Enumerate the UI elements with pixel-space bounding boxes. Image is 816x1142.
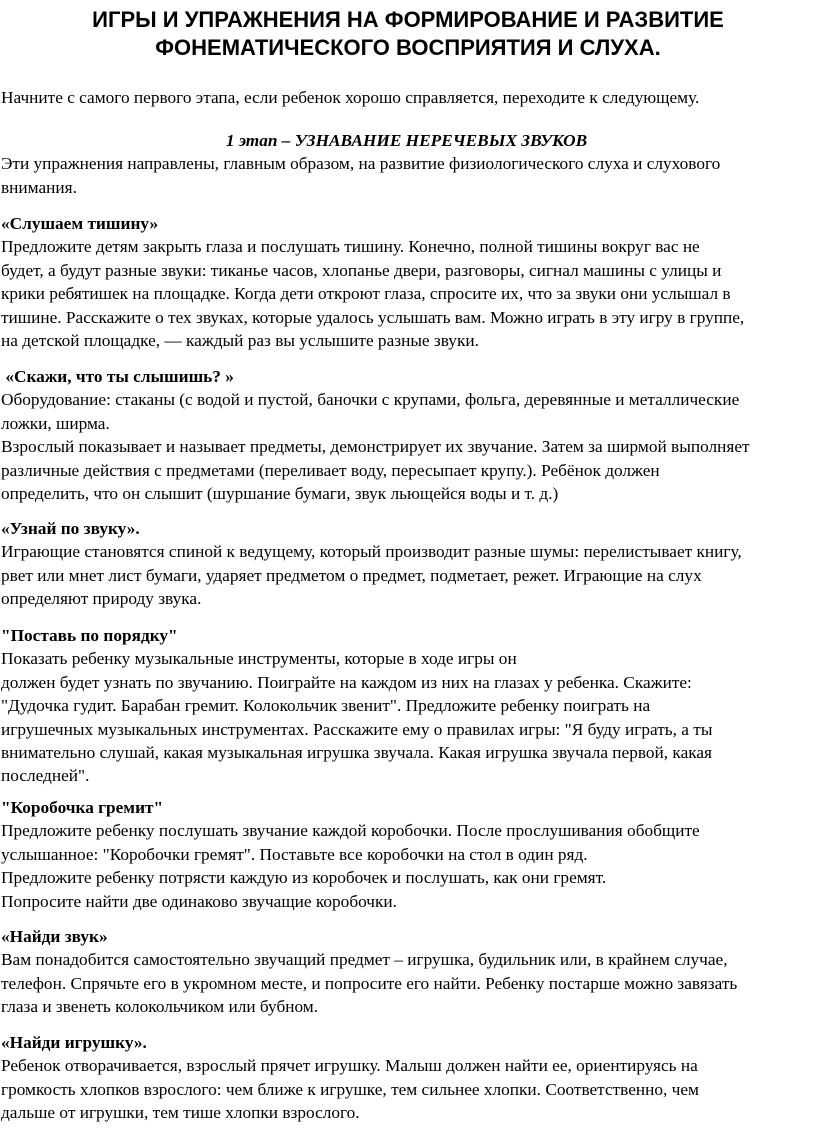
intro-text: Начните с самого первого этапа, если ребенок хорошо справляется, переходите к следующему. (1, 88, 700, 107)
paragraph-line: рвет или мнет лист бумаги, ударяет предметом о предмет, подметает, режет. Играющие на слух (1, 565, 702, 585)
paragraph-line: крики ребятишек на площадке. Когда дети откроют глаза, спросите их, что за звуки они услышал в (1, 284, 731, 304)
paragraph-line: дальше от игрушки, тем тише хлопки взрослого. (1, 1103, 360, 1123)
title-line-1: ИГРЫ И УПРАЖНЕНИЯ НА ФОРМИРОВАНИЕ И РАЗВИТИЕ (92, 7, 724, 32)
section-naidi-igrushku (1, 1031, 812, 1125)
section-heading: «Узнай по звуку». (1, 519, 140, 538)
paragraph-line: последней". (1, 766, 90, 786)
paragraph-line: громкость хлопков взрослого: чем ближе к игрушке, тем сильнее хлопки. Соответственно, чем (1, 1079, 699, 1099)
paragraph-line: "Дудочка гудит. Барабан гремит. Колокольчик звенит". Предложите ребенку поиграть на (1, 696, 651, 716)
paragraph-line: Предложите детям закрыть глаза и послушать тишину. Конечно, полной тишины вокруг вас не (1, 237, 700, 257)
paragraph-line: услышанное: "Коробочки гремят". Поставьте все коробочки на стол в один ряд. (1, 844, 588, 864)
section-heading: "Коробочка гремит" (1, 798, 164, 817)
section-heading: «Найди игрушку». (1, 1033, 147, 1052)
intro-paragraph (1, 86, 812, 109)
section-heading: "Поставь по порядку" (1, 626, 178, 645)
paragraph-line: должен будет узнать по звучанию. Поиграйте на каждом из них на глазах у ребенка. Скажите: (1, 672, 692, 692)
paragraph-line: Предложите ребенку послушать звучание каждой коробочки. После прослушивания обобщите (1, 821, 700, 841)
section-heading: «Скажи, что ты слышишь? » (1, 367, 234, 386)
section-heading: «Слушаем тишину» (1, 214, 159, 233)
stage-line: Эти упражнения направлены, главным образом, на развитие физиологического слуха и слухового (1, 154, 721, 174)
paragraph-line: различные действия с предметами (переливает воду, пересыпает крупу.). Ребёнок должен (1, 460, 660, 480)
paragraph-line: Взрослый показывает и называет предметы, демонстрирует их звучание. Затем за ширмой выполняет (1, 437, 750, 457)
paragraph-line: Ребенок отворачивается, взрослый прячет игрушку. Малыш должен найти ее, ориентируясь на (1, 1056, 698, 1076)
paragraph-line: определяют природу звука. (1, 589, 202, 609)
section-skazhi-chto-slyshish (1, 365, 812, 505)
title-line-2: ФОНЕМАТИЧЕСКОГО ВОСПРИЯТИЯ И СЛУХА. (155, 35, 661, 60)
stage-block (1, 129, 812, 199)
section-postav-po-poryadku (1, 624, 812, 788)
paragraph-line: глаза и звенеть колокольчиком или бубном. (1, 997, 319, 1017)
section-korobochka-gremit (1, 796, 812, 913)
paragraph-line: игрушечных музыкальных инструментах. Расскажите ему о правилах игры: "Я буду играть, а ты (1, 719, 713, 739)
section-slushaem-tishinu (1, 212, 812, 352)
paragraph-line: Предложите ребенку потрясти каждую из коробочек и послушать, как они гремят. (1, 868, 607, 888)
section-naidi-zvuk (1, 925, 812, 1019)
paragraph-line: определить, что он слышит (шуршание бумаги, звук льющейся воды и т. д.) (1, 484, 559, 504)
paragraph-line: Вам понадобится самостоятельно звучащий предмет – игрушка, будильник или, в крайнем случае, (1, 950, 728, 970)
paragraph-line: Оборудование: стаканы (с водой и пустой, баночки с крупами, фольга, деревянные и металлические (1, 390, 740, 410)
paragraph-line: Попросите найти две одинаково звучащие коробочки. (1, 891, 397, 911)
stage-heading: 1 этап – УЗНАВАНИЕ НЕРЕЧЕВЫХ ЗВУКОВ (225, 131, 588, 150)
paragraph-line: тишине. Расскажите о тех звуках, которые удалось услышать вам. Можно играть в эту игру в группе, (1, 307, 745, 327)
paragraph-line: ложки, ширма. (1, 413, 110, 433)
section-heading: «Найди звук» (1, 927, 108, 946)
paragraph-line: Показать ребенку музыкальные инструменты, которые в ходе игры он (1, 649, 517, 669)
page-title (0, 6, 816, 62)
stage-line: внимания. (1, 177, 77, 197)
paragraph-line: Играющие становятся спиной к ведущему, который производит разные шумы: перелистывает книгу, (1, 542, 742, 562)
section-uznai-po-zvuku (1, 517, 812, 611)
paragraph-line: будет, а будут разные звуки: тиканье часов, хлопанье двери, разговоры, сигнал машины с улицы и (1, 260, 722, 280)
paragraph-line: телефон. Спрячьте его в укромном месте, и попросите его найти. Ребенку постарше можно завязать (1, 973, 738, 993)
paragraph-line: на детской площадке, — каждый раз вы услышите разные звуки. (1, 331, 479, 351)
paragraph-line: внимательно слушай, какая музыкальная игрушка звучала. Какая игрушка звучала первой, какая (1, 743, 712, 763)
